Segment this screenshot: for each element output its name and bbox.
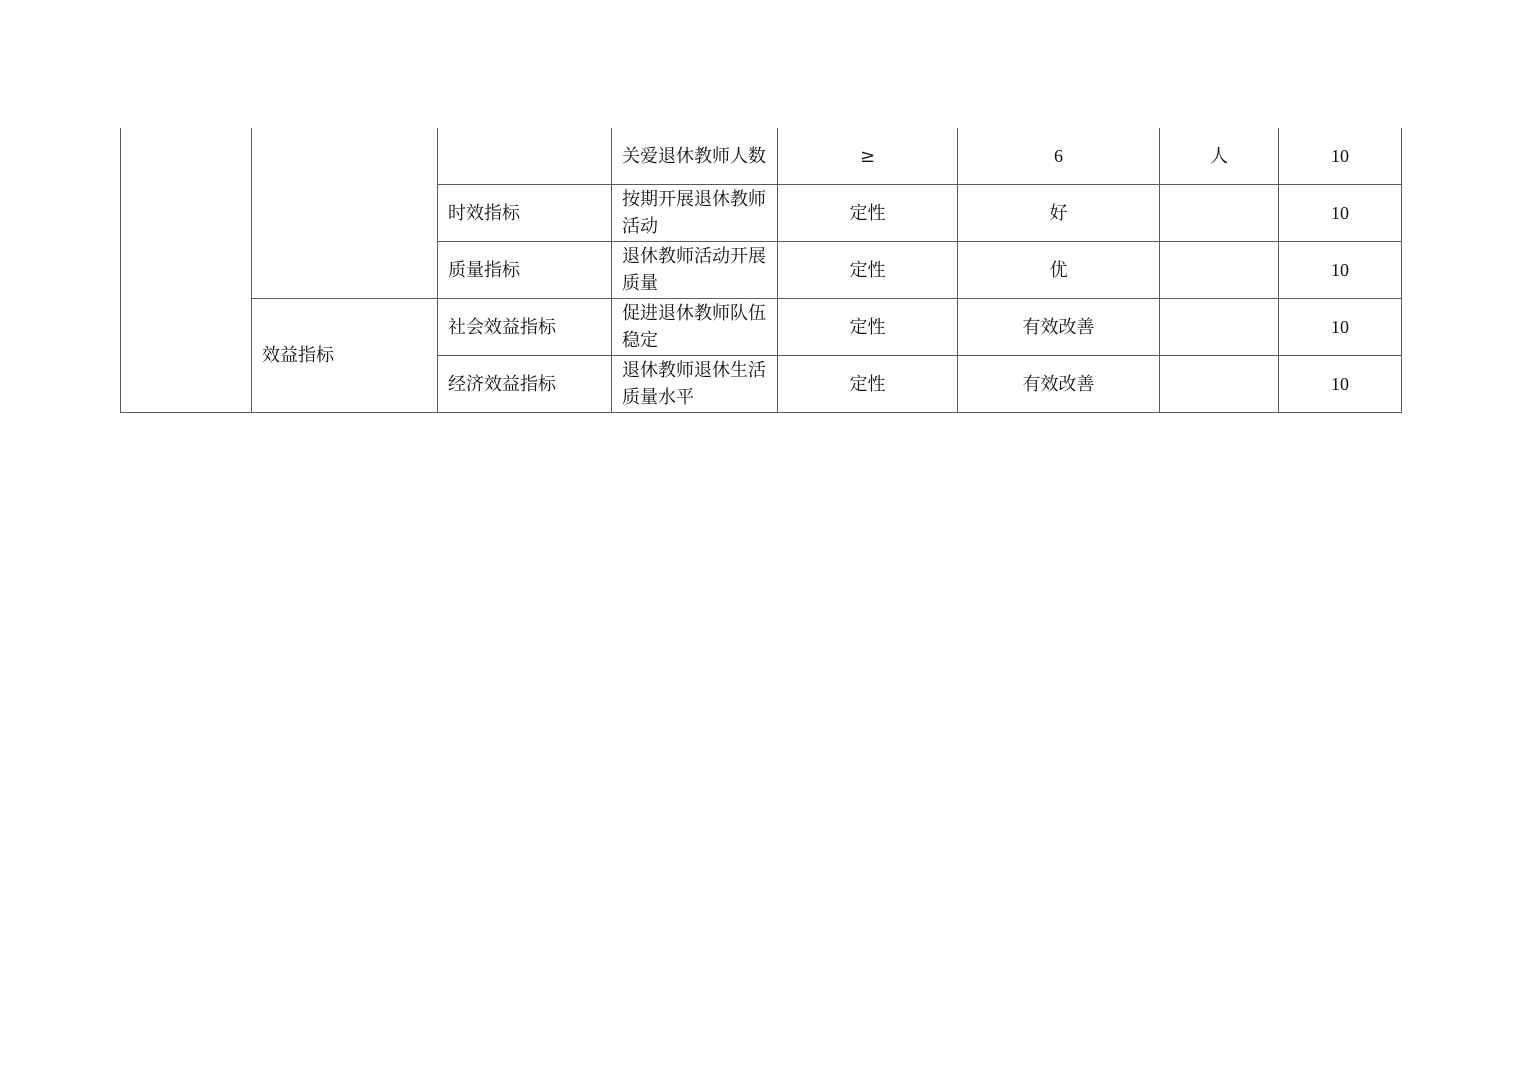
indicator-operator-cell: 定性: [778, 356, 958, 413]
indicator-operator-cell: 定性: [778, 185, 958, 242]
level1-indicator-cell: [121, 128, 252, 413]
level3-indicator-cell: 社会效益指标: [438, 299, 612, 356]
indicator-target-cell: 优: [958, 242, 1160, 299]
indicator-score-cell: 10: [1279, 242, 1402, 299]
indicator-score-cell: 10: [1279, 299, 1402, 356]
indicator-name-cell: 退休教师活动开展质量: [612, 242, 778, 299]
level3-indicator-cell: 经济效益指标: [438, 356, 612, 413]
indicator-score-cell: 10: [1279, 128, 1402, 185]
indicator-operator-cell: 定性: [778, 242, 958, 299]
indicator-name-cell: 促进退休教师队伍稳定: [612, 299, 778, 356]
indicator-name-cell: 退休教师退休生活质量水平: [612, 356, 778, 413]
indicator-name-cell: 关爱退休教师人数: [612, 128, 778, 185]
table-row: [121, 128, 1402, 185]
indicator-unit-cell: [1160, 299, 1279, 356]
indicator-unit-cell: [1160, 185, 1279, 242]
performance-indicator-table: [120, 128, 1402, 413]
indicator-score-cell: 10: [1279, 185, 1402, 242]
indicator-target-cell: 6: [958, 128, 1160, 185]
level2-indicator-cell: [252, 128, 438, 299]
level3-indicator-cell: [438, 128, 612, 185]
indicator-operator-cell: 定性: [778, 299, 958, 356]
indicator-target-cell: 好: [958, 185, 1160, 242]
indicator-unit-cell: [1160, 356, 1279, 413]
indicator-unit-cell: 人: [1160, 128, 1279, 185]
indicator-operator-cell: ≥: [778, 128, 958, 185]
indicator-target-cell: 有效改善: [958, 356, 1160, 413]
table-row: [121, 299, 1402, 356]
indicator-target-cell: 有效改善: [958, 299, 1160, 356]
indicator-score-cell: 10: [1279, 356, 1402, 413]
indicator-unit-cell: [1160, 242, 1279, 299]
level3-indicator-cell: 时效指标: [438, 185, 612, 242]
level3-indicator-cell: 质量指标: [438, 242, 612, 299]
indicator-name-cell: 按期开展退休教师活动: [612, 185, 778, 242]
level2-indicator-cell: 效益指标: [252, 299, 438, 413]
